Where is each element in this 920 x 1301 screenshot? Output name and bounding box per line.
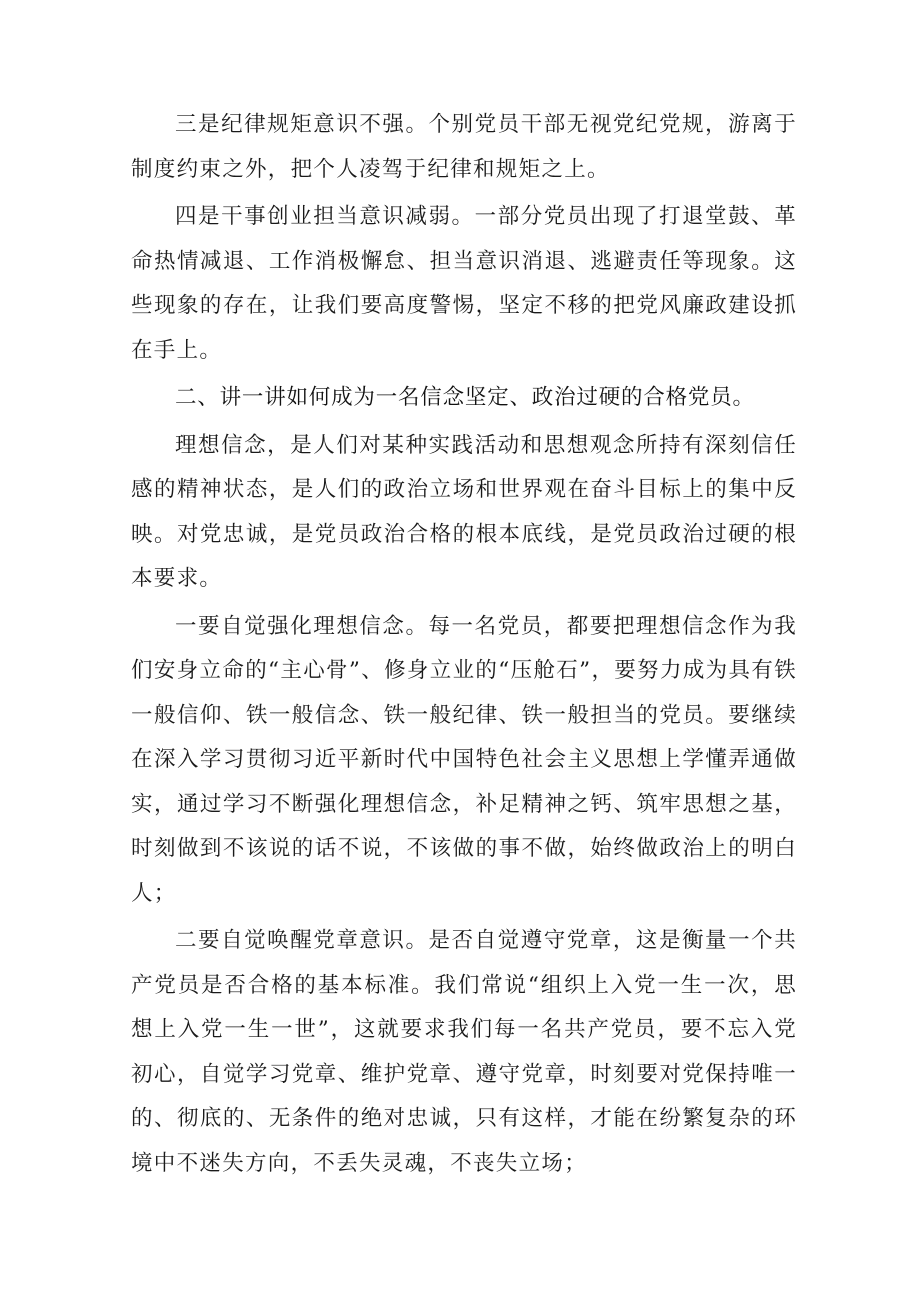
- paragraph-ideals-beliefs: 理想信念，是人们对某种实践活动和思想观念所持有深刻信任感的精神状态，是人们的政治立场和世界观在奋斗目标上的集中反映。对党忠诚，是党员政治合格的根本底线，是党员政治过硬的根本要求。: [131, 432, 797, 591]
- paragraph-discipline-awareness: 三是纪律规矩意识不强。个别党员干部无视党纪党规，游离于制度约束之外，把个人凌驾于纪律和规矩之上。: [131, 112, 797, 182]
- section-heading: 二、讲一讲如何成为一名信念坚定、政治过硬的合格党员。: [175, 385, 755, 410]
- document-body: [131, 103, 797, 1189]
- paragraph-strengthen-ideals: 一要自觉强化理想信念。每一名党员，都要把理想信念作为我们安身立命的“主心骨”、修身立业的“压舱石”，要努力成为具有铁一般信仰、铁一般信念、铁一般纪律、铁一般担当的党员。要继续在深入学习贯彻习近平新时代中国特色社会主义思想上学懂弄通做实，通过学习不断强化理想信念，补足精神之钙、筑牢思想之基，时刻做到不该说的话不说，不该做的事不做，始终做政治上的明白人；: [131, 613, 797, 906]
- paragraph-responsibility-awareness: 四是干事创业担当意识减弱。一部分党员出现了打退堂鼓、革命热情减退、工作消极懈怠、担当意识消退、逃避责任等现象。这些现象的存在，让我们要高度警惕，坚定不移的把党风廉政建设抓在手上。: [131, 204, 797, 363]
- paragraph-party-constitution: 二要自觉唤醒党章意识。是否自觉遵守党章，这是衡量一个共产党员是否合格的基本标准。我们常说“组织上入党一生一次，思想上入党一生一世”，这就要求我们每一名共产党员，要不忘入党初心，自觉学习党章、维护党章、遵守党章，时刻要对党保持唯一的、彻底的、无条件的绝对忠诚，只有这样，才能在纷繁复杂的环境中不迷失方向，不丢失灵魂，不丧失立场；: [131, 928, 797, 1176]
